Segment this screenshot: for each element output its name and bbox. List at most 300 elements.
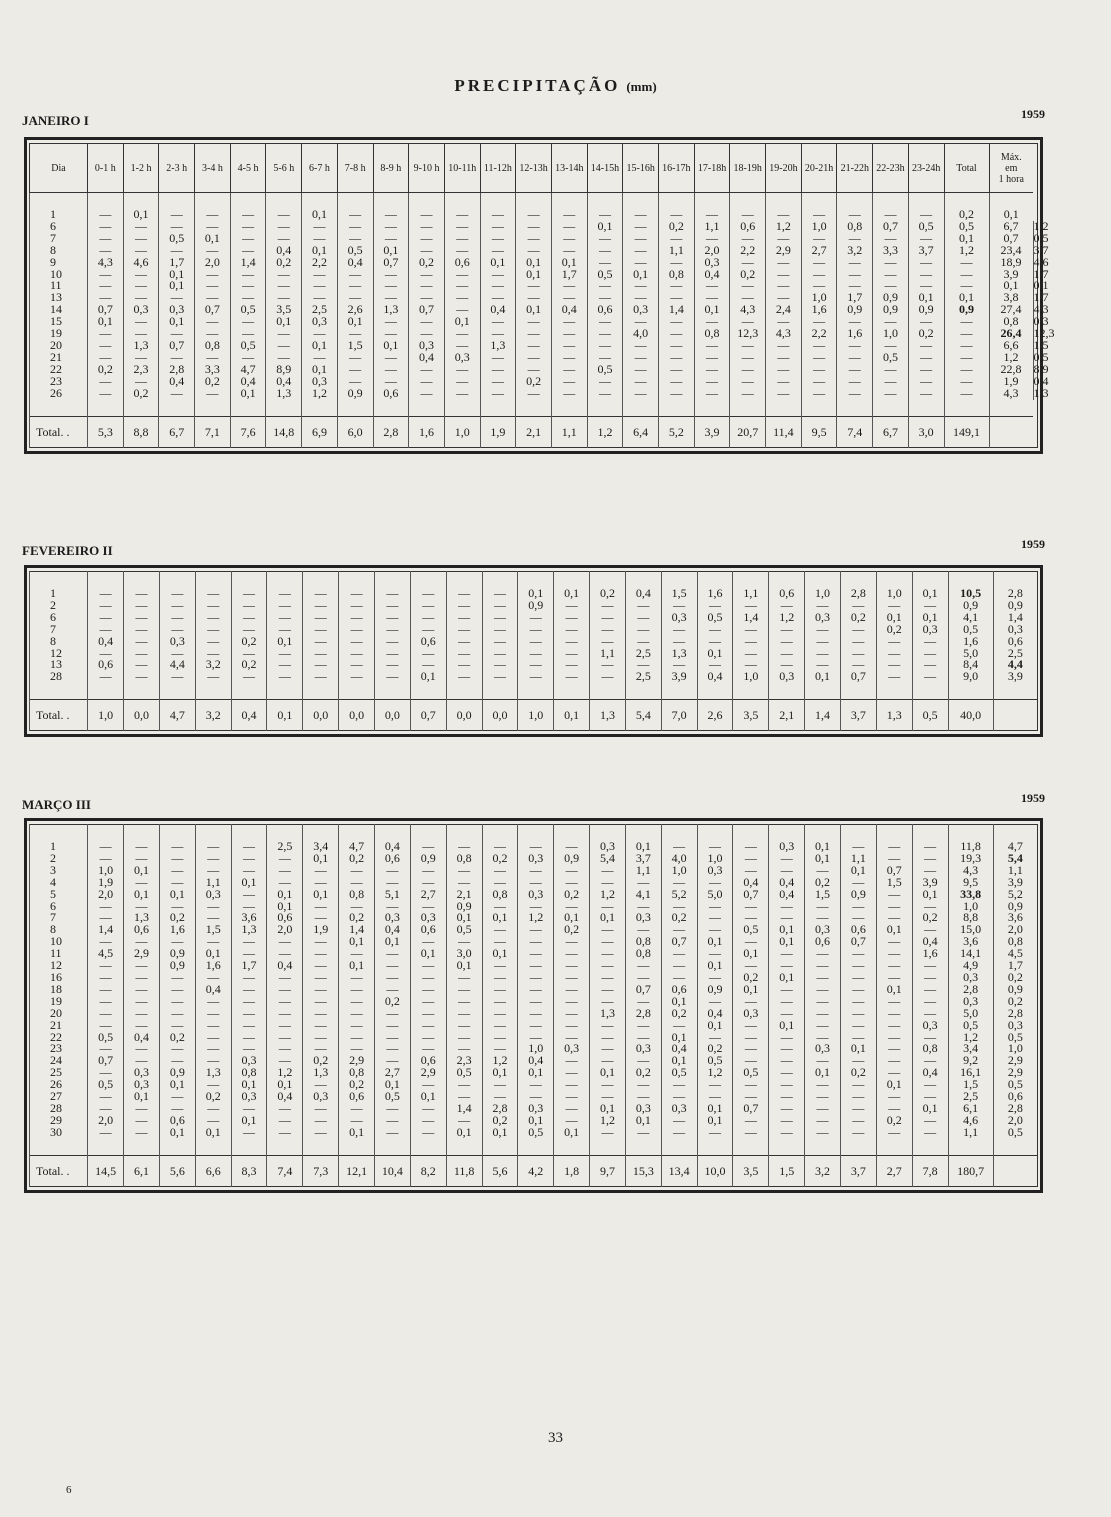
title-unit: (mm) <box>626 79 657 94</box>
hour-cell: — <box>912 1032 948 1044</box>
hour-cell: — <box>766 376 802 388</box>
hour-cell: — <box>801 376 837 388</box>
hour-cell: — <box>805 865 841 877</box>
hour-cell: — <box>518 1032 554 1044</box>
hour-cell: — <box>908 233 944 245</box>
spacer-cell <box>840 1139 876 1156</box>
hour-cell: — <box>159 877 195 889</box>
hour-cell: 0,2 <box>159 912 195 924</box>
hour-cell: 0,2 <box>625 1067 661 1079</box>
hour-cell: 0,1 <box>480 257 516 269</box>
hour-cell: — <box>337 233 373 245</box>
hour-cell: — <box>697 972 733 984</box>
hour-cell: — <box>375 1103 411 1115</box>
spacer-cell <box>231 1139 267 1156</box>
hour-cell: 4,1 <box>625 889 661 901</box>
totals-cell: 0,0 <box>482 700 518 731</box>
hour-cell: 0,4 <box>88 636 124 648</box>
hour-cell: — <box>769 1043 805 1055</box>
hour-cell: — <box>876 996 912 1008</box>
hour-cell: — <box>659 376 695 388</box>
hour-cell: — <box>373 292 409 304</box>
hour-cell: — <box>88 936 124 948</box>
hour-cell: — <box>482 648 518 660</box>
hour-cell: 3,2 <box>195 659 231 671</box>
day-cell: 23 <box>30 1043 88 1055</box>
hour-cell: — <box>769 659 805 671</box>
hour-cell: 12,3 <box>730 328 766 340</box>
hour-cell: 0,1 <box>516 304 552 316</box>
hour-cell: — <box>444 328 480 340</box>
hour-cell: — <box>375 588 411 600</box>
hour-cell: 3,7 <box>625 853 661 865</box>
hour-cell: — <box>840 1079 876 1091</box>
spacer-cell <box>697 683 733 700</box>
hour-cell: — <box>446 588 482 600</box>
hour-cell: — <box>769 1067 805 1079</box>
hour-cell: — <box>554 972 590 984</box>
column-header-hour: 19-20h <box>766 144 802 193</box>
hour-cell: — <box>661 972 697 984</box>
hour-cell: 0,3 <box>694 257 730 269</box>
total-cell: 0,3 <box>948 972 993 984</box>
hour-cell: — <box>88 269 124 281</box>
totals-cell: 0,1 <box>554 700 590 731</box>
spacer-cell <box>373 400 409 417</box>
hour-cell: — <box>159 600 195 612</box>
hour-cell: — <box>659 364 695 376</box>
hour-cell: 0,1 <box>908 292 944 304</box>
hour-cell: — <box>590 1127 626 1139</box>
hour-cell: 4,3 <box>766 328 802 340</box>
hour-cell: 0,2 <box>339 1079 375 1091</box>
day-cell: 12 <box>30 960 88 972</box>
total-cell: 4,6 <box>948 1115 993 1127</box>
hour-cell: 0,3 <box>409 340 445 352</box>
hour-cell: — <box>840 972 876 984</box>
hour-cell: — <box>375 948 411 960</box>
hour-cell: 2,0 <box>88 1115 124 1127</box>
hour-cell: — <box>516 340 552 352</box>
hour-cell: 0,3 <box>375 912 411 924</box>
totals-cell: 1,6 <box>409 416 445 447</box>
hour-cell: — <box>88 340 124 352</box>
spacer-cell <box>339 683 375 700</box>
totals-cell: 14,8 <box>266 416 302 447</box>
hour-cell: — <box>482 659 518 671</box>
hour-cell: — <box>231 841 267 853</box>
hour-cell: 0,4 <box>733 877 769 889</box>
totals-cell: 5,6 <box>159 1155 195 1186</box>
totals-cell: 7,4 <box>267 1155 303 1186</box>
hour-cell: 0,1 <box>697 936 733 948</box>
hour-cell: 0,2 <box>195 1091 231 1103</box>
hour-cell: — <box>733 853 769 865</box>
hour-cell: — <box>123 352 159 364</box>
hour-cell: — <box>482 972 518 984</box>
hour-cell: — <box>375 1020 411 1032</box>
hour-cell: 1,5 <box>195 924 231 936</box>
hour-cell: — <box>124 936 160 948</box>
hour-cell: 2,0 <box>267 924 303 936</box>
hour-cell: 0,1 <box>339 936 375 948</box>
hour-cell: — <box>482 901 518 913</box>
hour-cell: — <box>159 292 195 304</box>
hour-cell: — <box>159 245 195 257</box>
hour-cell: — <box>766 280 802 292</box>
hour-cell: — <box>231 588 267 600</box>
day-cell: 6 <box>30 221 88 233</box>
hour-cell: 1,0 <box>697 853 733 865</box>
hour-cell: — <box>625 877 661 889</box>
hour-cell: — <box>302 269 338 281</box>
column-header-hour: 11-12h <box>480 144 516 193</box>
hour-cell: 0,4 <box>551 304 587 316</box>
max-cell: 18,9 <box>989 257 1033 269</box>
hour-cell: — <box>446 671 482 683</box>
hour-cell: — <box>623 292 659 304</box>
column-header-hour: 1-2 h <box>123 144 159 193</box>
hour-cell: 0,1 <box>195 1127 231 1139</box>
hour-cell: — <box>837 316 873 328</box>
hour-cell: 0,8 <box>625 936 661 948</box>
max-cell: 4,3 <box>989 388 1033 400</box>
hour-cell: 0,3 <box>231 1091 267 1103</box>
hour-cell: — <box>590 636 626 648</box>
hour-cell: — <box>733 960 769 972</box>
hour-cell: — <box>444 304 480 316</box>
hour-cell: — <box>554 1055 590 1067</box>
hour-cell: — <box>195 269 231 281</box>
day-cell: 11 <box>30 280 88 292</box>
hour-cell: — <box>912 865 948 877</box>
hour-cell: — <box>123 292 159 304</box>
hour-cell: — <box>625 924 661 936</box>
day-cell: 28 <box>30 671 88 683</box>
hour-cell: 12,3 <box>1033 326 1055 341</box>
hour-cell: — <box>444 364 480 376</box>
hour-cell: — <box>876 1008 912 1020</box>
hour-cell: — <box>302 280 338 292</box>
hour-cell: 0,2 <box>88 364 124 376</box>
hour-cell: — <box>124 648 160 660</box>
hour-cell: 0,7 <box>840 671 876 683</box>
hour-cell: — <box>697 1091 733 1103</box>
hour-cell: — <box>339 901 375 913</box>
hour-cell: — <box>231 624 267 636</box>
hour-cell: 4,4 <box>159 659 195 671</box>
hour-cell: 0,3 <box>444 352 480 364</box>
hour-cell: — <box>661 901 697 913</box>
day-cell: 8 <box>30 924 88 936</box>
hour-cell: — <box>230 209 266 221</box>
hour-cell: 0,2 <box>840 612 876 624</box>
totals-cell: 15,3 <box>625 1155 661 1186</box>
hour-cell: — <box>805 1103 841 1115</box>
hour-cell: 0,5 <box>159 233 195 245</box>
hour-cell: — <box>730 257 766 269</box>
hour-cell: — <box>303 671 339 683</box>
hour-cell: — <box>661 659 697 671</box>
hour-cell: — <box>303 996 339 1008</box>
hour-cell: — <box>410 1115 446 1127</box>
hour-cell: 0,1 <box>1033 278 1049 293</box>
hour-cell: — <box>266 269 302 281</box>
hour-cell: — <box>587 245 623 257</box>
hour-cell: 1,5 <box>805 889 841 901</box>
hour-cell: — <box>303 1043 339 1055</box>
hour-cell: 2,9 <box>339 1055 375 1067</box>
hour-cell: — <box>733 901 769 913</box>
totals-cell: 7,4 <box>837 416 873 447</box>
totals-cell: 1,5 <box>769 1155 805 1186</box>
hour-cell: — <box>766 388 802 400</box>
totals-cell: 7,3 <box>303 1155 339 1186</box>
hour-cell: 0,3 <box>231 1055 267 1067</box>
hour-cell: — <box>873 316 909 328</box>
hour-cell: — <box>482 636 518 648</box>
hour-cell: — <box>303 624 339 636</box>
hour-cell: — <box>266 221 302 233</box>
hour-cell: 0,3 <box>1033 314 1049 329</box>
hour-cell: — <box>801 269 837 281</box>
hour-cell: — <box>554 1103 590 1115</box>
hour-cell: — <box>733 624 769 636</box>
hour-cell: — <box>339 648 375 660</box>
hour-cell: — <box>195 1008 231 1020</box>
hour-cell: — <box>480 328 516 340</box>
hour-cell: — <box>230 316 266 328</box>
hour-cell: 0,2 <box>554 889 590 901</box>
totals-cell: 3,9 <box>694 416 730 447</box>
hour-cell: — <box>303 612 339 624</box>
hour-cell: — <box>623 364 659 376</box>
hour-cell: — <box>159 624 195 636</box>
hour-cell: 0,1 <box>625 1115 661 1127</box>
hour-cell: 0,7 <box>733 889 769 901</box>
totals-cell: 0,5 <box>912 700 948 731</box>
hour-cell: 0,9 <box>159 948 195 960</box>
hour-cell: 1,2 <box>769 612 805 624</box>
hour-cell: — <box>697 841 733 853</box>
hour-cell: — <box>733 912 769 924</box>
day-cell: 1 <box>30 209 88 221</box>
hour-cell: — <box>373 209 409 221</box>
hour-cell: — <box>516 388 552 400</box>
hour-cell: — <box>590 936 626 948</box>
hour-cell: 4,3 <box>730 304 766 316</box>
hour-cell: — <box>302 352 338 364</box>
day-cell: 25 <box>30 1067 88 1079</box>
totals-cell: 8,8 <box>123 416 159 447</box>
hour-cell: — <box>444 269 480 281</box>
hour-cell: 0,1 <box>195 948 231 960</box>
hour-cell: 1,6 <box>801 304 837 316</box>
spacer-cell <box>518 683 554 700</box>
spacer-cell <box>409 400 445 417</box>
spacer-cell <box>518 1139 554 1156</box>
total-cell: 19,3 <box>948 853 993 865</box>
totals-cell: 180,7 <box>948 1155 993 1186</box>
hour-cell: — <box>373 221 409 233</box>
hour-cell: — <box>694 364 730 376</box>
hour-cell: — <box>339 865 375 877</box>
hour-cell: — <box>912 924 948 936</box>
hour-cell: — <box>805 1091 841 1103</box>
spacer-cell <box>659 400 695 417</box>
hour-cell: — <box>587 376 623 388</box>
spacer-cell <box>30 683 88 700</box>
hour-cell: — <box>625 659 661 671</box>
hour-cell: — <box>230 328 266 340</box>
hour-cell: — <box>482 1032 518 1044</box>
hour-cell: — <box>661 1127 697 1139</box>
totals-cell: 11,4 <box>766 416 802 447</box>
hour-cell: — <box>231 1020 267 1032</box>
hour-cell: 0,1 <box>373 245 409 257</box>
hour-cell: — <box>339 1043 375 1055</box>
hour-cell: 0,2 <box>231 659 267 671</box>
hour-cell: — <box>769 600 805 612</box>
totals-cell: 7,0 <box>661 700 697 731</box>
hour-cell: — <box>805 1115 841 1127</box>
hour-cell: — <box>908 364 944 376</box>
hour-cell: — <box>590 1091 626 1103</box>
day-cell: 8 <box>30 636 88 648</box>
max-cell: 0,3 <box>993 1020 1037 1032</box>
hour-cell: — <box>195 352 231 364</box>
hour-cell: — <box>625 1091 661 1103</box>
hour-cell: — <box>159 1020 195 1032</box>
hour-cell: — <box>551 316 587 328</box>
hour-cell: 1,4 <box>339 924 375 936</box>
hour-cell: — <box>159 865 195 877</box>
totals-cell: 9,7 <box>590 1155 626 1186</box>
spacer-cell <box>267 1139 303 1156</box>
hour-cell: 0,1 <box>697 648 733 660</box>
hour-cell: — <box>766 340 802 352</box>
hour-cell: 0,1 <box>231 877 267 889</box>
hour-cell: — <box>410 588 446 600</box>
total-cell: 6,1 <box>948 1103 993 1115</box>
hour-cell: — <box>409 209 445 221</box>
hour-cell: 0,4 <box>409 352 445 364</box>
hour-cell: 0,2 <box>661 912 697 924</box>
hour-cell: 1,0 <box>801 292 837 304</box>
total-cell: 0,9 <box>948 600 993 612</box>
hour-cell: 3,3 <box>195 364 231 376</box>
hour-cell: — <box>912 1091 948 1103</box>
hour-cell: 4,0 <box>623 328 659 340</box>
day-cell: 14 <box>30 304 88 316</box>
hour-cell: 0,1 <box>518 1067 554 1079</box>
hour-cell: 0,1 <box>482 1127 518 1139</box>
hour-cell: 4,5 <box>88 948 124 960</box>
hour-cell: 0,2 <box>908 328 944 340</box>
hour-cell: — <box>590 612 626 624</box>
hour-cell: 1,5 <box>876 877 912 889</box>
hour-cell: — <box>444 340 480 352</box>
day-cell: 6 <box>30 901 88 913</box>
total-cell: 16,1 <box>948 1067 993 1079</box>
hour-cell: 3,3 <box>873 245 909 257</box>
totals-cell: 0,0 <box>124 700 160 731</box>
hour-cell: — <box>876 671 912 683</box>
totals-label: Total. . <box>30 700 88 731</box>
hour-cell: — <box>590 960 626 972</box>
hour-cell: — <box>375 671 411 683</box>
hour-cell: — <box>195 912 231 924</box>
hour-cell: — <box>302 328 338 340</box>
hour-cell: — <box>159 221 195 233</box>
hour-cell: 1,1 <box>195 877 231 889</box>
hour-cell: 0,1 <box>302 245 338 257</box>
totals-cell: 6,6 <box>195 1155 231 1186</box>
hour-cell: 0,4 <box>375 924 411 936</box>
column-header-hour: 17-18h <box>694 144 730 193</box>
hour-cell: — <box>805 659 841 671</box>
hour-cell: — <box>805 600 841 612</box>
hour-cell: — <box>551 352 587 364</box>
max-cell: 27,4 <box>989 304 1033 316</box>
hour-cell: — <box>159 209 195 221</box>
hour-cell: — <box>769 1127 805 1139</box>
hour-cell: — <box>337 364 373 376</box>
max-cell: 5,2 <box>993 889 1037 901</box>
hour-cell: 0,9 <box>873 304 909 316</box>
spacer-cell <box>375 683 411 700</box>
hour-cell: — <box>373 328 409 340</box>
hour-cell: 3,5 <box>266 304 302 316</box>
spacer-cell <box>993 1139 1037 1156</box>
hour-cell: — <box>410 996 446 1008</box>
hour-cell: 0,8 <box>231 1067 267 1079</box>
hour-cell: — <box>88 1103 124 1115</box>
hour-cell: 0,1 <box>623 269 659 281</box>
hour-cell: 0,3 <box>912 624 948 636</box>
hour-cell: — <box>195 316 231 328</box>
hour-cell: — <box>840 1091 876 1103</box>
hour-cell: — <box>805 1079 841 1091</box>
hour-cell: 3,7 <box>1033 242 1049 257</box>
hour-cell: 1,2 <box>590 889 626 901</box>
hour-cell: 0,2 <box>697 1043 733 1055</box>
spacer-cell <box>801 400 837 417</box>
hour-cell: — <box>409 280 445 292</box>
total-cell: — <box>944 257 989 269</box>
hour-cell: — <box>303 600 339 612</box>
spacer-cell <box>551 400 587 417</box>
hour-cell: — <box>446 841 482 853</box>
hour-cell: — <box>769 1055 805 1067</box>
hour-cell: — <box>88 1008 124 1020</box>
hour-cell: 0,1 <box>805 671 841 683</box>
hour-cell: — <box>339 612 375 624</box>
hour-cell: — <box>769 1008 805 1020</box>
spacer-cell <box>661 683 697 700</box>
hour-cell: — <box>267 1055 303 1067</box>
hour-cell: 1,0 <box>801 221 837 233</box>
hour-cell: — <box>912 960 948 972</box>
hour-cell: — <box>697 659 733 671</box>
hour-cell: — <box>766 292 802 304</box>
hour-cell: — <box>516 328 552 340</box>
total-cell: — <box>944 388 989 400</box>
hour-cell: — <box>446 648 482 660</box>
max-cell: 0,2 <box>993 972 1037 984</box>
totals-cell: 5,4 <box>625 700 661 731</box>
hour-cell: — <box>446 612 482 624</box>
